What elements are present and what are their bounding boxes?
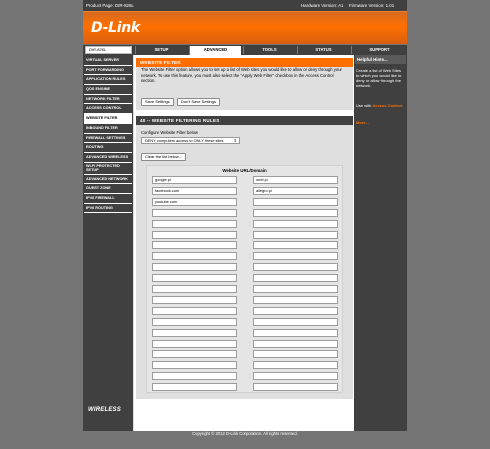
intro-text: The Website Filter option allows you to set up a list of Web sites you would like to allow or deny through your network. To use this feature, you must also select the "Apply Web Filter" checkbox in the Access Control section. [141,67,342,83]
sidebar-item-wifi-protected-setup[interactable]: WI-FI PROTECTED SETUP [84,163,132,175]
tab-support[interactable]: SUPPORT [351,46,407,54]
sidebar-item-ipv6-routing[interactable]: IPV6 ROUTING [84,204,132,214]
header-banner [83,11,407,44]
tab-setup[interactable]: SETUP [135,46,187,54]
url-input[interactable] [253,361,338,369]
footer-copyright: Copyright © 2012 D-Link Corporation. All rights reserved. [192,431,298,436]
url-input[interactable] [253,252,338,260]
url-input[interactable] [253,350,338,358]
dlink-logo: D-Link [91,20,140,36]
url-input[interactable] [152,372,237,380]
more-link[interactable]: More... [356,120,369,125]
sidebar-item-qos-engine[interactable]: QOS ENGINE [84,85,132,95]
hints-note-suffix: . [401,103,403,108]
url-table [146,165,343,393]
wireless-logo: WIRELESS [88,407,121,413]
sidebar-item-access-control[interactable]: ACCESS CONTROL [84,104,132,114]
sidebar-item-network-filter[interactable]: NETWORK FILTER [84,95,132,105]
access-control-link[interactable]: Access Control [372,103,402,108]
url-input[interactable] [152,329,237,337]
clear-list-button[interactable]: Clear the list below... [141,153,186,161]
url-input[interactable] [253,198,338,206]
product-page-link[interactable]: Product Page: DIR-826L [86,3,134,8]
url-input[interactable] [253,307,338,315]
url-input[interactable] [253,220,338,228]
url-input[interactable] [253,209,338,217]
sidebar [83,55,133,431]
sidebar-item-inbound-filter[interactable]: INBOUND FILTER [84,124,132,134]
sidebar-item-application-rules[interactable]: APPLICATION RULES [84,75,132,85]
rules-section-title: 40 -- WEBSITE FILTERING RULES [136,116,353,125]
hints-title: Helpful Hints... [355,55,406,64]
sidebar-item-advanced-wireless[interactable]: ADVANCED WIRELESS [84,153,132,163]
url-input[interactable] [152,220,237,228]
dont-save-settings-button[interactable]: Don't Save Settings [177,98,220,106]
url-input[interactable] [253,296,338,304]
url-input[interactable] [152,252,237,260]
section-title: WEBSITE FILTER [136,58,353,67]
sidebar-item-virtual-server[interactable]: VIRTUAL SERVER [84,56,132,66]
save-settings-button[interactable]: Save Settings [141,98,174,106]
url-input[interactable]: facebook.com [152,187,237,195]
filter-mode-select[interactable] [141,137,240,144]
url-input[interactable] [152,383,237,391]
website-filtering-rules-section [136,116,353,399]
hints-note-prefix: Use with [356,103,373,108]
url-input[interactable] [253,241,338,249]
main-nav [83,45,407,55]
url-input[interactable] [253,274,338,282]
url-input[interactable] [152,296,237,304]
tab-status[interactable]: STATUS [297,46,349,54]
url-input[interactable] [253,372,338,380]
url-input[interactable] [152,350,237,358]
url-input[interactable] [253,263,338,271]
url-input[interactable]: youtube.com [152,198,237,206]
url-table-header: Website URL/Domain [222,168,267,173]
url-input[interactable] [152,231,237,239]
sidebar-item-website-filter[interactable]: WEBSITE FILTER [84,114,132,124]
chevron-down-icon: ⇕ [233,138,237,143]
url-input[interactable] [253,340,338,348]
url-input[interactable] [253,318,338,326]
hints-text: Create a list of Web Sites to which you would like to deny or allow through the network. [356,68,402,88]
url-input[interactable] [152,263,237,271]
configure-label: Configure Website Filter below [141,130,198,135]
url-input[interactable] [152,361,237,369]
url-input[interactable] [152,307,237,315]
url-input[interactable]: allegro.pl [253,187,338,195]
url-input[interactable]: google.pl [152,176,237,184]
firmware-version: Firmware Version: 1.01 [349,3,395,8]
hints-access-control-note [356,103,404,108]
sidebar-item-firewall-settings[interactable]: FIREWALL SETTINGS [84,134,132,144]
url-input[interactable] [152,241,237,249]
top-info-bar [83,0,407,11]
url-input[interactable] [152,209,237,217]
sidebar-item-ipv6-firewall[interactable]: IPV6 FIREWALL [84,194,132,204]
sidebar-item-port-forwarding[interactable]: PORT FORWARDING [84,66,132,76]
url-input[interactable] [253,231,338,239]
sidebar-item-routing[interactable]: ROUTING [84,143,132,153]
url-input[interactable] [253,329,338,337]
url-input[interactable] [152,285,237,293]
url-input[interactable]: onet.pl [253,176,338,184]
sidebar-item-guest-zone[interactable]: GUEST ZONE [84,184,132,194]
url-input[interactable] [152,318,237,326]
url-input[interactable] [152,340,237,348]
hardware-version: Hardware Version: A1 [301,3,344,8]
url-input[interactable] [253,383,338,391]
website-filter-section [136,58,353,110]
filter-mode-value: DENY computers access to ONLY these sites [145,138,224,143]
tab-advanced[interactable]: ADVANCED [189,46,241,55]
model-label: DIR-826L [85,46,132,54]
sidebar-item-advanced-network[interactable]: ADVANCED NETWORK [84,175,132,185]
helpful-hints-panel [354,55,407,431]
tab-tools[interactable]: TOOLS [243,46,295,54]
url-input[interactable] [253,285,338,293]
main-content [133,55,354,431]
url-input[interactable] [152,274,237,282]
